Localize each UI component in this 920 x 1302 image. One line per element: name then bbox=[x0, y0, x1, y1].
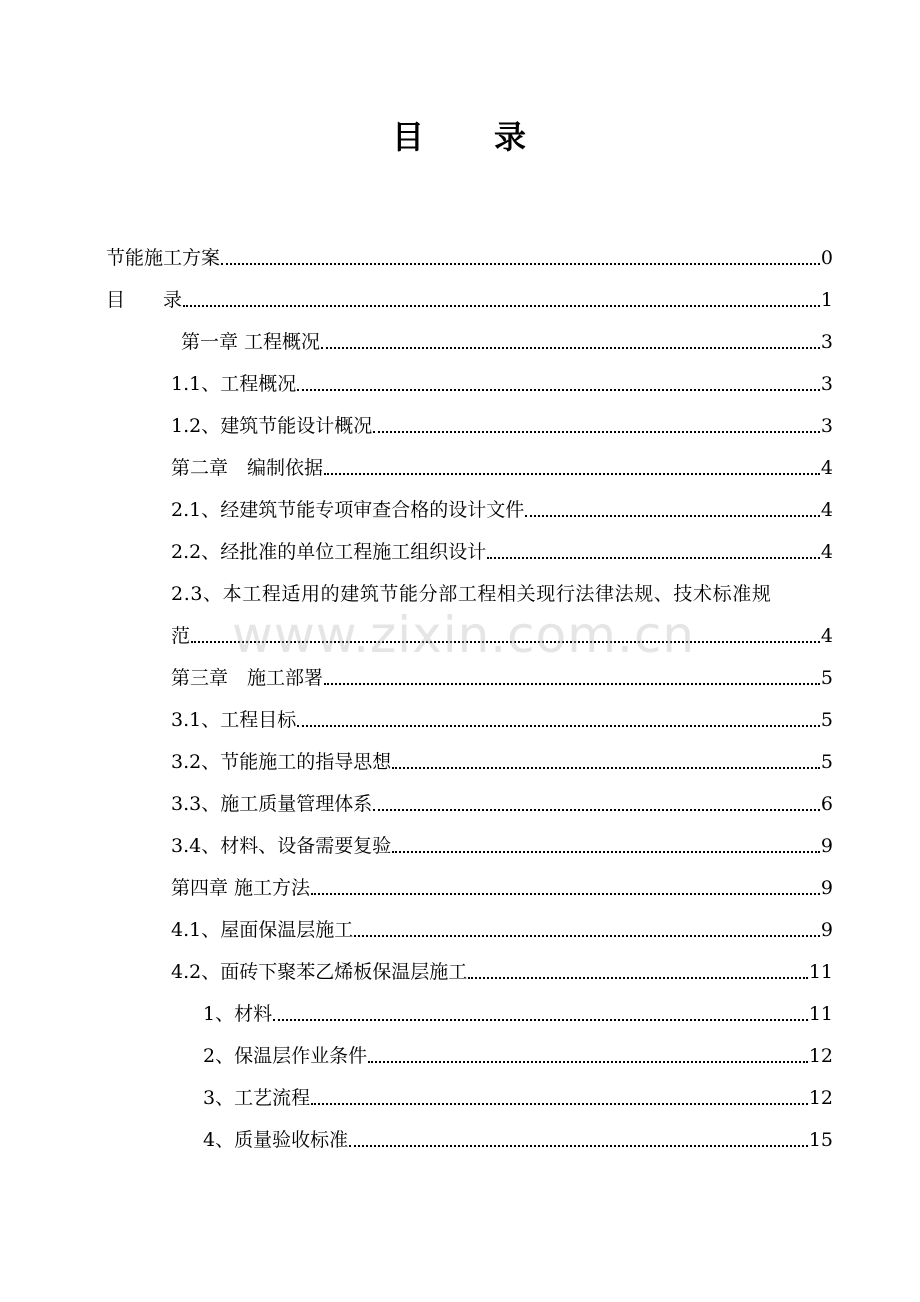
toc-entry[interactable] bbox=[203, 1044, 833, 1068]
toc-entry-page: 4 bbox=[820, 625, 833, 647]
toc-entry-page: 5 bbox=[820, 751, 833, 773]
toc-entry-page: 4 bbox=[820, 541, 833, 563]
toc-entry[interactable] bbox=[106, 246, 833, 270]
toc-entry-label: 2.1、经建筑节能专项审查合格的设计文件 bbox=[171, 499, 525, 521]
toc-entry-label: 2、保温层作业条件 bbox=[203, 1045, 368, 1067]
toc-entry-label: 3.3、施工质量管理体系 bbox=[171, 793, 373, 815]
toc-entry[interactable] bbox=[171, 666, 833, 690]
toc-leader-dots bbox=[468, 977, 808, 979]
toc-entry-label: 第四章 施工方法 bbox=[171, 877, 311, 899]
toc-leader-dots bbox=[311, 893, 820, 895]
toc-entry[interactable] bbox=[203, 1086, 833, 1110]
toc-entry[interactable] bbox=[171, 540, 833, 564]
toc-entry[interactable] bbox=[171, 498, 833, 522]
toc-entry[interactable] bbox=[203, 1002, 833, 1026]
toc-entry-page: 4 bbox=[820, 457, 833, 479]
toc-entry-label: 1.2、建筑节能设计概况 bbox=[171, 415, 373, 437]
toc-entry-page: 12 bbox=[808, 1087, 833, 1109]
toc-entry-page: 11 bbox=[808, 1003, 833, 1025]
toc-entry-label: 4.2、面砖下聚苯乙烯板保温层施工 bbox=[171, 961, 468, 983]
toc-leader-dots bbox=[354, 935, 820, 937]
toc-entry[interactable] bbox=[171, 750, 833, 774]
toc-entry-page: 6 bbox=[820, 793, 833, 815]
toc-entry-page: 9 bbox=[820, 919, 833, 941]
toc-entry[interactable] bbox=[203, 1128, 833, 1152]
toc-entry-label: 范 bbox=[171, 625, 191, 647]
toc-entry-page: 3 bbox=[820, 373, 833, 395]
page-title: 目 录 bbox=[391, 118, 528, 156]
toc-entry[interactable] bbox=[171, 708, 833, 732]
toc-entry-label: 2.2、经批准的单位工程施工组织设计 bbox=[171, 541, 487, 563]
toc-entry-label: 4.1、屋面保温层施工 bbox=[171, 919, 354, 941]
toc-entry-label: 3.1、工程目标 bbox=[171, 709, 297, 731]
toc-leader-dots bbox=[297, 389, 820, 391]
watermark: www.zixin.com.cn bbox=[232, 606, 696, 664]
toc-entry-page: 3 bbox=[820, 331, 833, 353]
toc-entry-label: 3.2、节能施工的指导思想 bbox=[171, 751, 392, 773]
toc-entry[interactable] bbox=[171, 372, 833, 396]
toc-entry-label: 1.1、工程概况 bbox=[171, 373, 297, 395]
toc-entry-label: 1、材料 bbox=[203, 1003, 273, 1025]
toc-entry-page: 1 bbox=[820, 289, 833, 311]
toc-entry[interactable] bbox=[171, 960, 833, 984]
toc-leader-dots bbox=[273, 1019, 808, 1021]
toc-entry-label: 3、工艺流程 bbox=[203, 1087, 311, 1109]
toc-entry-page: 5 bbox=[820, 667, 833, 689]
toc-entry[interactable] bbox=[171, 834, 833, 858]
toc-entry[interactable] bbox=[171, 876, 833, 900]
toc-entry[interactable] bbox=[106, 288, 833, 312]
toc-entry-label: 第二章 编制依据 bbox=[171, 457, 324, 479]
toc-entry[interactable] bbox=[171, 792, 833, 816]
toc-entry-label: 第三章 施工部署 bbox=[171, 667, 324, 689]
toc-entry-label: 节能施工方案 bbox=[106, 247, 221, 269]
toc-leader-dots bbox=[368, 1061, 808, 1063]
toc-entry-page: 0 bbox=[820, 247, 833, 269]
toc-entry-page: 12 bbox=[808, 1045, 833, 1067]
toc-entry-page: 11 bbox=[808, 961, 833, 983]
toc-entry[interactable] bbox=[181, 330, 833, 354]
toc-leader-dots bbox=[392, 767, 820, 769]
toc-leader-dots bbox=[487, 557, 820, 559]
toc-leader-dots bbox=[324, 683, 820, 685]
toc-entry-page: 3 bbox=[820, 415, 833, 437]
toc-entry-page: 9 bbox=[820, 835, 833, 857]
toc-leader-dots bbox=[324, 473, 820, 475]
toc-leader-dots bbox=[392, 851, 820, 853]
toc-leader-dots bbox=[297, 725, 820, 727]
toc-leader-dots bbox=[321, 347, 820, 349]
toc-leader-dots bbox=[221, 263, 820, 265]
toc-entry-label: 3.4、材料、设备需要复验 bbox=[171, 835, 392, 857]
toc-leader-dots bbox=[373, 809, 820, 811]
toc-entry-page: 9 bbox=[820, 877, 833, 899]
toc-leader-dots bbox=[525, 515, 820, 517]
toc-leader-dots bbox=[311, 1103, 808, 1105]
toc-entry-label: 4、质量验收标准 bbox=[203, 1129, 349, 1151]
toc-leader-dots bbox=[373, 431, 820, 433]
toc-entry-page: 4 bbox=[820, 499, 833, 521]
toc-entry-label: 目 录 bbox=[106, 289, 183, 311]
toc-leader-dots bbox=[349, 1145, 808, 1147]
toc-entry-label: 2.3、本工程适用的建筑节能分部工程相关现行法律法规、技术标准规 bbox=[171, 583, 772, 605]
toc-entry-page: 15 bbox=[808, 1129, 833, 1151]
toc-entry[interactable] bbox=[171, 456, 833, 480]
toc-entry-label: 第一章 工程概况 bbox=[181, 331, 321, 353]
toc-leader-dots bbox=[183, 305, 820, 307]
toc-entry[interactable] bbox=[171, 582, 833, 606]
toc-entry[interactable] bbox=[171, 918, 833, 942]
toc-entry[interactable] bbox=[171, 414, 833, 438]
toc-entry-page: 5 bbox=[820, 709, 833, 731]
